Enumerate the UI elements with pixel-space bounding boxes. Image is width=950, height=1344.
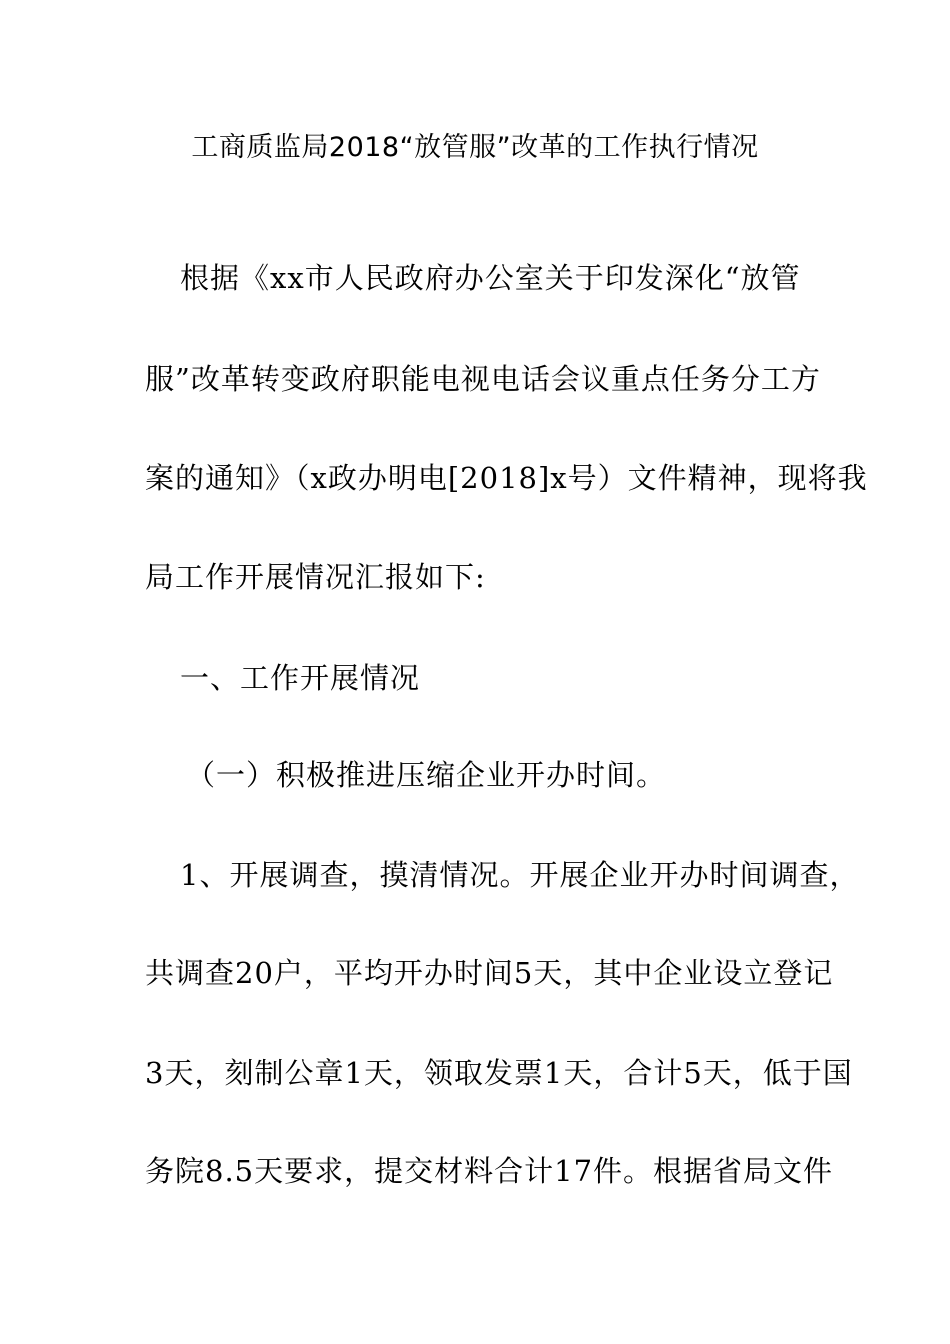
paragraph-line: 共调查20户，平均开办时间5天，其中企业设立登记: [145, 956, 834, 990]
paragraph-line: 务院8.5天要求，提交材料合计17件。根据省局文件: [145, 1154, 834, 1188]
document-title: 工商质监局2018“放管服”改革的工作执行情况: [191, 132, 759, 163]
section-heading: 一、工作开展情况: [180, 661, 421, 695]
paragraph-line: 1、开展调查，摸清情况。开展企业开办时间调查，: [180, 858, 860, 892]
paragraph-line: 服”改革转变政府职能电视电话会议重点任务分工方: [145, 362, 821, 396]
paragraph-line: 3天，刻制公章1天，领取发票1天，合计5天，低于国: [145, 1056, 853, 1090]
paragraph-line: 局工作开展情况汇报如下:: [145, 560, 486, 594]
paragraph-line: 案的通知》（x政办明电[2018]x号）文件精神，现将我: [145, 461, 868, 495]
paragraph-line: 根据《xx市人民政府办公室关于印发深化“放管: [180, 261, 801, 295]
subsection-heading: （一）积极推进压缩企业开办时间。: [186, 758, 667, 792]
